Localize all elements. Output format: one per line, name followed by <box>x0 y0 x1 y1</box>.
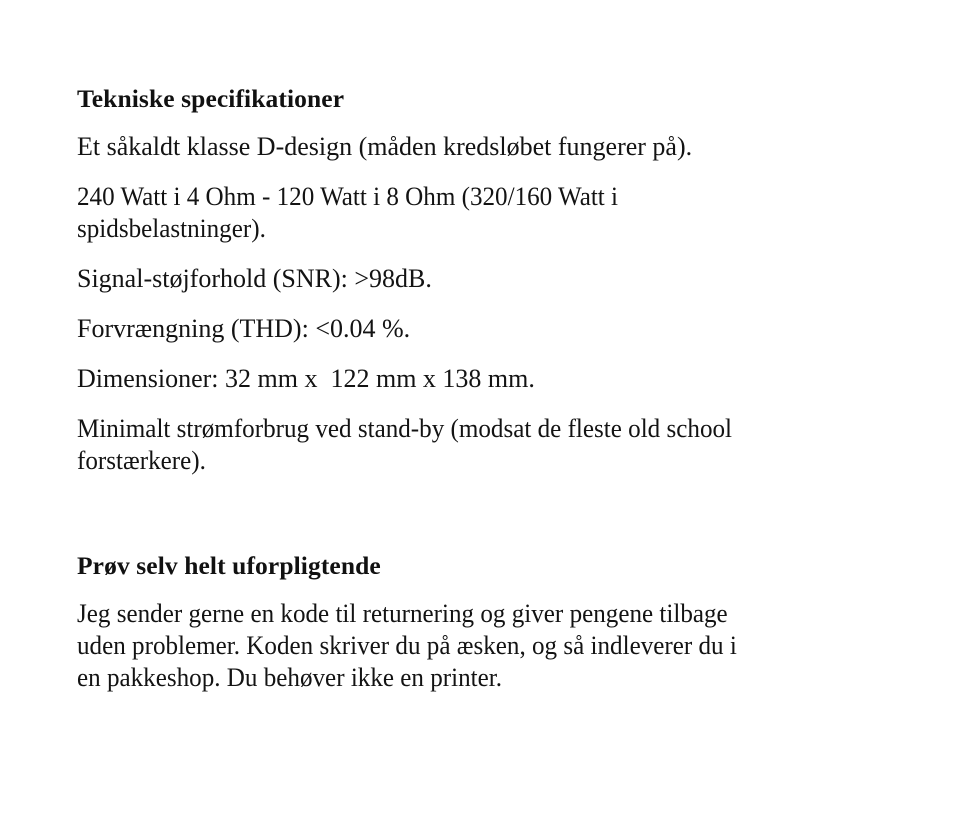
paragraph-stroemforbrug <box>77 413 894 477</box>
paragraph-returnering-line-3: en pakkeshop. Du behøver ikke en printer. <box>77 663 503 692</box>
paragraph-effekt-line-2: spidsbelastninger). <box>77 214 266 243</box>
section-tekniske-specifikationer <box>77 84 894 477</box>
spacer <box>77 395 894 413</box>
section-heading-proev-selv: Prøv selv helt uforpligtende <box>77 551 381 580</box>
paragraph-returnering <box>77 598 894 694</box>
spacer <box>77 581 894 598</box>
paragraph-thd: Forvrængning (THD): <0.04 %. <box>77 314 411 343</box>
spacer <box>77 245 894 263</box>
paragraph-stroemforbrug-line-2: forstærkere). <box>77 446 206 475</box>
section-heading-tekniske-specifikationer: Tekniske specifikationer <box>77 84 345 113</box>
spacer <box>77 114 894 131</box>
spacer <box>77 345 894 363</box>
paragraph-snr: Signal-støjforhold (SNR): >98dB. <box>77 264 432 293</box>
paragraph-returnering-line-2: uden problemer. Koden skriver du på æsken, og så indleverer du i <box>77 631 737 660</box>
section-proev-selv <box>77 551 894 694</box>
spacer <box>77 295 894 313</box>
paragraph-effekt <box>77 181 894 245</box>
paragraph-stroemforbrug-line-1: Minimalt strømforbrug ved stand-by (modsat de fleste old school <box>77 414 733 443</box>
paragraph-dimensioner: Dimensioner: 32 mm x 122 mm x 138 mm. <box>77 364 535 393</box>
section-spacer <box>77 477 894 551</box>
spacer <box>77 163 894 181</box>
paragraph-klasse-d-design: Et såkaldt klasse D-design (måden kredsløbet fungerer på). <box>77 132 693 161</box>
paragraph-returnering-line-1: Jeg sender gerne en kode til returnering og giver pengene tilbage <box>77 599 728 628</box>
paragraph-effekt-line-1: 240 Watt i 4 Ohm - 120 Watt i 8 Ohm (320/160 Watt i <box>77 182 619 211</box>
